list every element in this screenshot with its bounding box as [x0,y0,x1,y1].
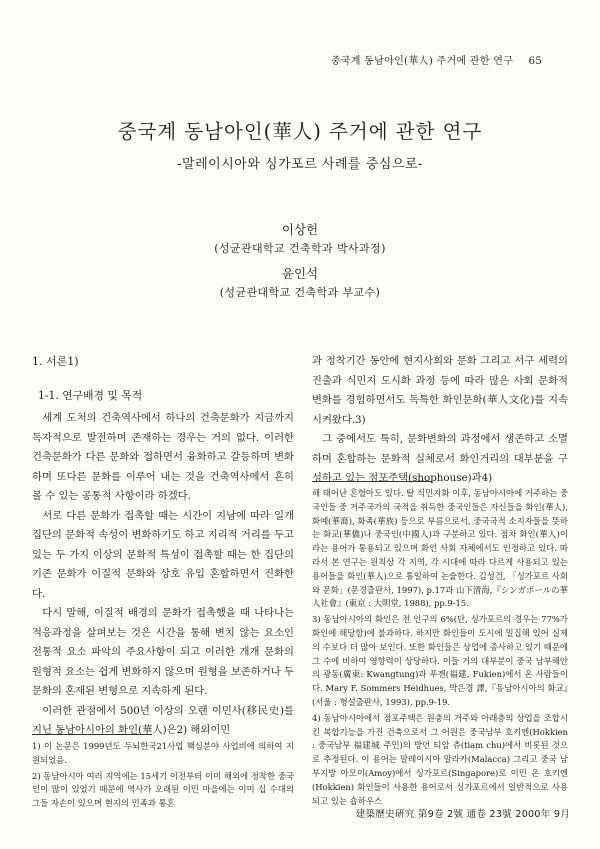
author-name: 이상헌 [281,222,319,237]
author-affiliation: (성균관대학교 건축학과 박사과정) [214,242,386,255]
body-paragraph: 세계 도처의 건축역사에서 하나의 건축문화가 지금까지 독자적으로 발전하며 존재하는 경우는 거의 없다. 이러한 건축문화가 다른 문화와 접하면서 융화하고 갈등하며 변화하며 또다른 문화를 이루어 내는 것을 건축역사에서 흔히 볼 수 있는 공통적 사항이라 하겠다. [32,412,294,502]
author-name: 윤인석 [281,266,319,281]
author-block [40,220,560,308]
body-paragraph: 다시 말해, 이질적 배경의 문화가 접촉했을 때 나타나는 적응과정을 살펴보는 것은 시간을 통해 변치 않는 요소인 전통적 요소 파악의 주요사항이 되고 이러한 개개 문화의 원형적 요소는 쉽게 변화하지 않으며 원형을 보존하거나 두 문화의 혼재된 변형으로 지속하게 된다. [32,607,294,697]
title-block [40,116,560,172]
paper-title: 중국계 동남아인(華人) 주거에 관한 연구 [117,120,483,143]
footnotes-right [312,487,568,810]
subsection-heading: 1-1. 연구배경 및 목적 [38,388,143,402]
footnote: 3) 동남아시아의 화인은 전 인구의 6%(단, 싱가포르의 경우는 77%가 화인에 해당함)에 불과하다. 하지만 화인들이 도시에 밀집해 있어 실제의 수보다 더 많아 보인다. 또한 화인들은 상업에 종사하고 있기 때문에 그 수에 비하여 영향력이 상당하다. 이들 거의 대부분이 중국 남부해안의 광동(廣東: Kwangtung)과 푸젠(福建, Fukien)에서 온 사람들이다. Mary F. Sommers Heidhues, 박은경 譯,『동남아시아의 화교』(서울 : 형설출판사, 1993), pp.9-19. [312,614,568,707]
footnote: 2) 동남아시아 여러 지역에는 15세기 이전부터 이미 해외에 정착한 중국인이 많이 있었기 때문에 역사가 오래된 이민 마을에는 이미 십 수대의 그들 자손이 있으며 현지의 민족과 통혼 [32,770,294,809]
right-column [312,352,568,489]
author-affiliation: (성균관대학교 건축학과 부교수) [219,286,381,299]
section-heading: 1. 서론1) [32,355,79,368]
running-title: 중국계 동남아인(華人) 주거에 관한 연구 [330,56,514,67]
body-paragraph: 과 정착기간 동안에 현지사회와 문화 그리고 서구 세력의 진출과 식민지 도시화 과정 등에 따라 많은 사회 문화적 변화를 경험하면서도 독특한 화인문화(華人文化)를 지속시켜왔다.3) [312,355,568,426]
running-head [300,52,542,67]
footnote-divider [312,481,432,482]
body-paragraph: 그 중에서도 특히, 문화변화의 과정에서 생존하고 소멸하며 혼합하는 문화적 실체로서 화인거리의 대부분을 구성하고 있는 점포주택(shophouse)과4) [312,433,568,484]
page-number: 65 [528,56,542,67]
footnotes-left [32,740,294,813]
body-paragraph: 서로 다른 문화가 접촉할 때는 시간이 지남에 따라 일개 집단의 문화적 속성이 변화하기도 하고 지리적 거리를 두고 있는 두 가지 이상의 문화적 특성이 접촉할 때는 한 집단의 기존 문화가 이질적 문화와 상호 유입 혼합하면서 진화한다. [32,509,294,600]
paper-subtitle: -말레이시아와 싱가포르 사례를 중심으로- [177,157,423,172]
left-column [32,352,294,741]
footnote: 4) 동남아시아에서 점포주택은 원충의 거주와 아래층의 상업을 조합시킨 복합기능을 가진 건축으로서 그 어원은 중국남부 호키엔(Hokkien : 중국남부 福建城 주민)의 방언 티암 츄(tiam chu)에서 비롯된 것으로 추정된다. 이 용어는 말레이시아 말라카(Malacca) 그리고 중국 남부지방 아모이(Amoy)에서 싱가포르(Singapore)로 이민 온 호키엔(Hokkien) 화인들이 사용한 용어로서 싱가포르에서 일반적으로 사용되고 있는 숍하우스 [312,712,568,806]
journal-footer: 建築歷史硏究 第9卷 2號 通卷 23號 2000年 9月 [355,809,570,820]
footnote-divider [32,734,152,735]
footnote: 해 태어난 혼혈아도 있다. 탈 식민지화 이후, 동남아시아에 거주하는 중국인들 중 거주국가의 국적을 취득한 중국인들은 자신들을 화인(華人), 화예(華裔), 화족(華族) 등으로 부름으로서, 중국국적 소지자들을 뜻하는 화교(華僑)나 중국인(中國人)과 구분하고 있다. 점차 화인(華人)이라는 용어가 통용되고 있으며 화인 사회 자체에서도 인정하고 있다. 따라서 본 연구는 원칙상 각 지역, 각 시대에 따라 다르게 사용되고 있는 용어들을 화인(華人)으로 통일하여 논술한다. 김성건, 「싱가포르 사회와 문화」(문경출판사, 1997), p.17과 山下清海,『シンガポールの華人社會』(東京 : 大明堂, 1988), pp.9-15. [312,488,568,609]
body-paragraph: 이러한 관점에서 500년 이상의 오랜 이민사(移民史)를 지닌 동남아시아의 화인(華人)은2) 해외이민 [32,704,294,736]
footnote: 1) 이 논문은 1999년도 두뇌한국21사업 핵심분야 사업비에 의하여 지원되었음. [32,741,294,765]
